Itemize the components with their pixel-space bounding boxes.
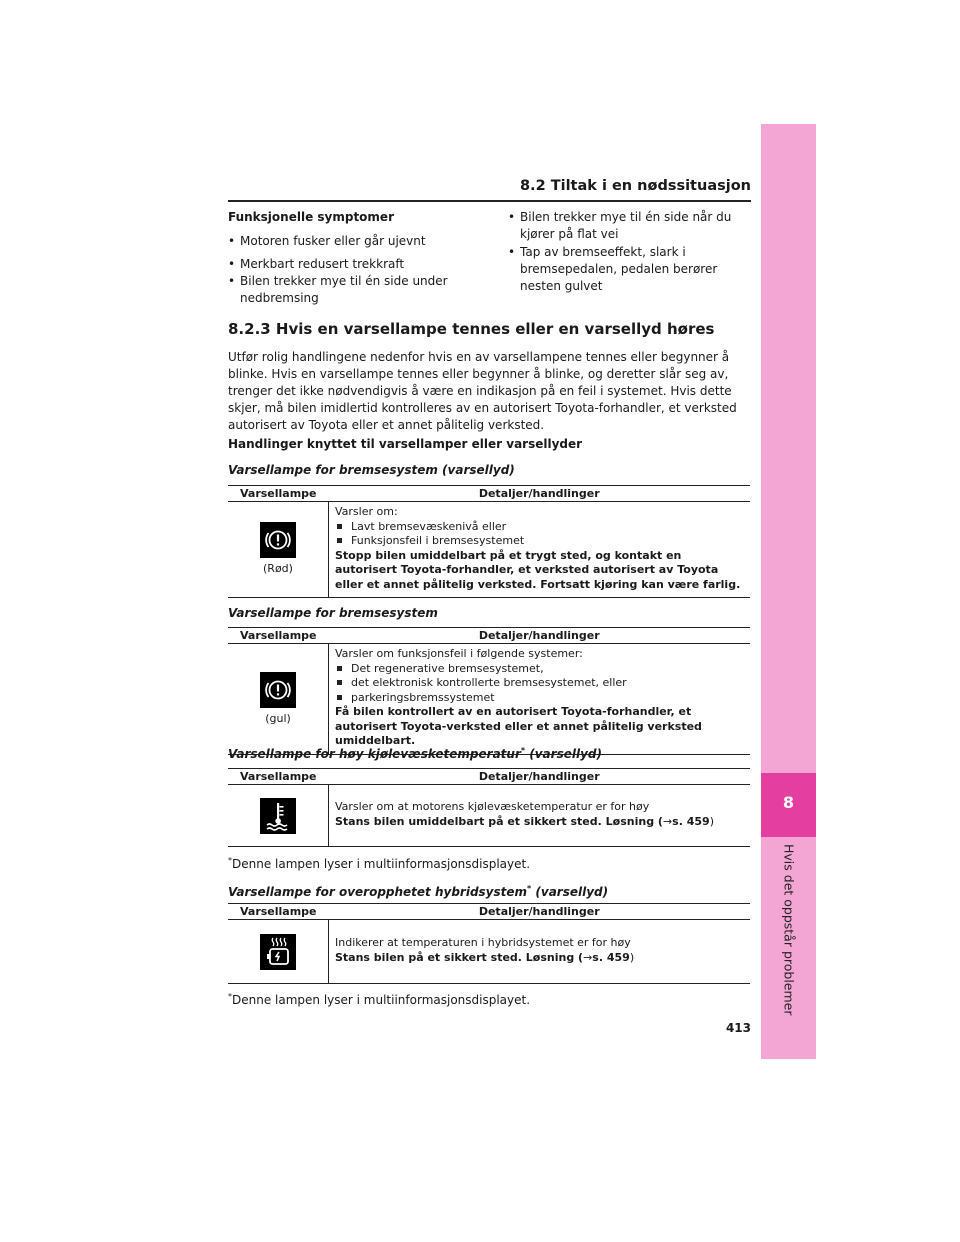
warning-table-brake-red [228, 485, 750, 598]
warning-table-brake-yellow [228, 627, 750, 755]
table-caption: Varsellampe for bremsesystem [228, 606, 438, 620]
col-header-lamp: Varsellampe [228, 628, 329, 644]
symptom-item: • Merkbart redusert trekkraft [228, 257, 405, 271]
page-number: 413 [725, 1021, 751, 1035]
brake-warning-icon [260, 522, 296, 558]
hybrid-overheat-icon [260, 934, 296, 970]
lamp-cell [228, 920, 329, 984]
lamp-cell [228, 502, 329, 598]
lamp-color-label: (gul) [265, 711, 291, 725]
details-action: Stopp bilen umiddelbart på et trygt sted, og kontakt en autorisert Toyota-forhandler, et verksted autorisert av Toyota eller et annet pålitelig verksted. Fortsatt kjøring kan være farlig. [335, 548, 741, 591]
details-action: Stans bilen på et sikkert sted. Løsning (→s. 459) [335, 950, 635, 964]
details-cell [329, 502, 751, 598]
warning-table-hybrid [228, 903, 750, 984]
details-action: Stans bilen umiddelbart på et sikkert sted. Løsning (→s. 459) [335, 814, 714, 828]
footnote: *Denne lampen lyser i multiinformasjonsdisplayet. [228, 992, 531, 1007]
symptom-item: • Bilen trekker mye til én side under nedbremsing [228, 274, 448, 305]
col-header-details: Detaljer/handlinger [329, 769, 751, 785]
col-header-details: Detaljer/handlinger [329, 628, 751, 644]
details-list-item: det elektronisk kontrollerte bremsesystemet, eller [335, 676, 744, 691]
details-intro: Varsler om: [335, 505, 398, 518]
details-text: Varsler om at motorens kjølevæsketemperatur er for høy [335, 800, 650, 813]
brake-warning-icon [260, 672, 296, 708]
col-header-lamp: Varsellampe [228, 769, 329, 785]
details-action: Få bilen kontrollert av en autorisert Toyota-forhandler, et autorisert Toyota-verksted eller et annet pålitelig verksted umiddelbart. [335, 705, 702, 747]
lamp-cell [228, 785, 329, 847]
section-intro: Utfør rolig handlingene nedenfor hvis en av varsellampene tennes eller begynner å blinke. Hvis en varsellampe tennes eller begynner å blinke, og deretter slår seg av, trenger det ikke nødvendigvis å være en indikasjon på en feil i systemet. Hvis dette skjer, må bilen imidlertid kontrolleres av en autorisert Toyota-forhandler, et verksted autorisert av Toyota eller et annet pålitelig verksted. [228, 350, 737, 432]
details-cell [329, 644, 751, 755]
details-list-item: Det regenerative bremsesystemet, [335, 662, 744, 677]
details-text: Indikerer at temperaturen i hybridsystemet er for høy [335, 936, 631, 949]
actions-subheading: Handlinger knyttet til varsellamper eller varsellyder [228, 437, 583, 451]
table-caption: Varsellampe for bremsesystem (varsellyd) [228, 463, 515, 477]
symptom-item: • Tap av bremseeffekt, slark i bremsepedalen, pedalen berører nesten gulvet [508, 245, 718, 293]
details-list-item: Lavt bremsevæskenivå eller [335, 520, 744, 535]
symptom-item: • Motoren fusker eller går ujevnt [228, 234, 426, 248]
details-cell [329, 920, 751, 984]
lamp-cell [228, 644, 329, 755]
header-rule [228, 200, 751, 202]
symptom-item: • Bilen trekker mye til én side når du kjører på flat vei [508, 210, 732, 241]
chapter-number: 8 [782, 793, 795, 812]
col-header-lamp: Varsellampe [228, 486, 329, 502]
details-cell [329, 785, 751, 847]
table-caption: Varsellampe for høy kjølevæsketemperatur* (varsellyd) [228, 746, 602, 761]
chapter-label: Hvis det oppstår problemer [781, 844, 797, 1016]
col-header-details: Detaljer/handlinger [329, 486, 751, 502]
details-intro: Varsler om funksjonsfeil i følgende systemer: [335, 647, 583, 660]
table-caption: Varsellampe for overopphetet hybridsystem* (varsellyd) [228, 884, 609, 899]
col-header-details: Detaljer/handlinger [329, 904, 751, 920]
footnote: *Denne lampen lyser i multiinformasjonsdisplayet. [228, 856, 531, 871]
lamp-color-label: (Rød) [263, 562, 293, 576]
warning-table-coolant [228, 768, 750, 847]
coolant-temperature-icon [260, 798, 296, 834]
section-header: 8.2 Tiltak i en nødssituasjon [519, 178, 751, 194]
col-header-lamp: Varsellampe [228, 904, 329, 920]
symptoms-title: Funksjonelle symptomer [228, 210, 394, 224]
details-list-item: Funksjonsfeil i bremsesystemet [335, 534, 744, 549]
details-list-item: parkeringsbremssystemet [335, 691, 744, 706]
section-title: 8.2.3 Hvis en varsellampe tennes eller en varsellyd høres [228, 320, 715, 338]
